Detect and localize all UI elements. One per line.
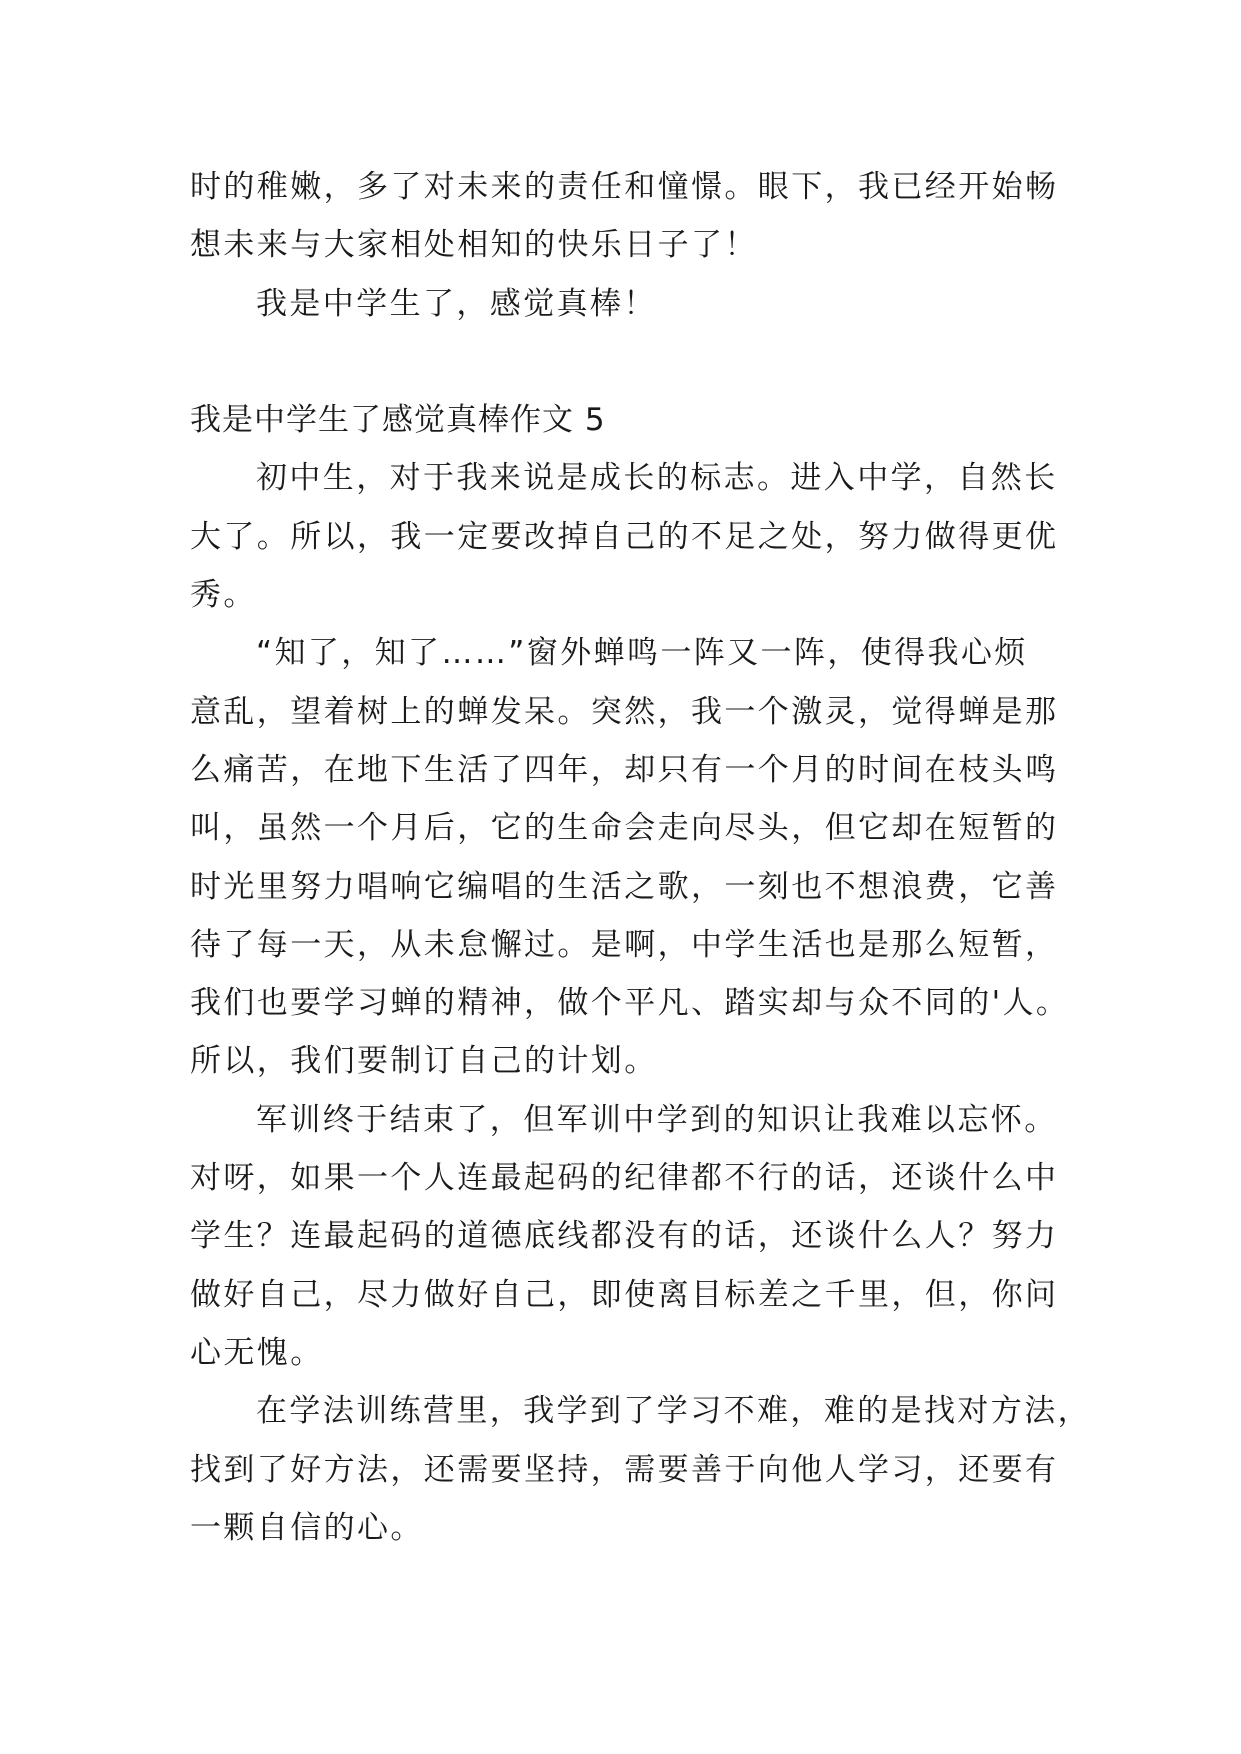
text-line: 时的稚嫩，多了对未来的责任和憧憬。眼下，我已经开始畅	[190, 169, 1059, 205]
paragraph-4	[190, 1382, 1091, 1557]
text-line: 所以，我们要制订自己的计划。	[190, 1043, 658, 1080]
text-line: 待了每一天，从未怠懈过。是啊，中学生活也是那么短暂，	[190, 926, 1059, 963]
text-line: 找到了好方法，还需要坚持，需要善于向他人学习，还要有	[190, 1451, 1059, 1488]
paragraph-1	[190, 449, 1070, 624]
text-line: “知了，知了……”窗外蝉鸣一阵又一阵，使得我心烦	[256, 635, 1028, 672]
text-line: 意乱，望着树上的蝉发呆。突然，我一个激灵，觉得蝉是那	[190, 693, 1059, 730]
text-line: 时光里努力唱响它编唱的生活之歌，一刻也不想浪费，它善	[190, 868, 1059, 905]
text-line: 在学法训练营里，我学到了学习不难，难的是找对方法，	[256, 1393, 1091, 1430]
text-line: 心无愧。	[190, 1334, 324, 1371]
text-line: 学生？连最起码的道德底线都没有的话，还谈什么人？努力	[190, 1218, 1059, 1255]
text-line: 么痛苦，在地下生活了四年，却只有一个月的时间在枝头鸣	[190, 751, 1059, 788]
text-line: 想未来与大家相处相知的快乐日子了！	[190, 227, 758, 264]
paragraph-intro-end	[190, 158, 1070, 275]
blank-line	[190, 333, 1070, 391]
text-line: 秀。	[190, 577, 257, 614]
text-line: 大了。所以，我一定要改掉自己的不足之处，努力做得更优	[190, 518, 1059, 555]
text-line: 我们也要学习蝉的精神，做个平凡、踏实却与众不同的'人。	[190, 985, 1070, 1022]
text-line: 一颗自信的心。	[190, 1509, 424, 1546]
paragraph-3	[190, 1091, 1070, 1382]
text-line: 我是中学生了，感觉真棒！	[256, 285, 657, 322]
text-line: 对呀，如果一个人连最起码的纪律都不行的话，还谈什么中	[190, 1160, 1059, 1197]
text-line: 初中生，对于我来说是成长的标志。进入中学，自然长	[256, 460, 1058, 497]
section-title	[190, 391, 1070, 449]
paragraph-closing	[190, 275, 1070, 333]
section-heading: 我是中学生了感觉真棒作文 5	[190, 402, 606, 439]
text-line: 叫，虽然一个月后，它的生命会走向尽头，但它却在短暂的	[190, 810, 1059, 847]
text-line: 做好自己，尽力做好自己，即使离目标差之千里，但，你问	[190, 1276, 1059, 1313]
text-line: 军训终于结束了，但军训中学到的知识让我难以忘怀。	[256, 1101, 1058, 1138]
essay-body	[190, 158, 1091, 1557]
paragraph-2	[190, 624, 1070, 1090]
